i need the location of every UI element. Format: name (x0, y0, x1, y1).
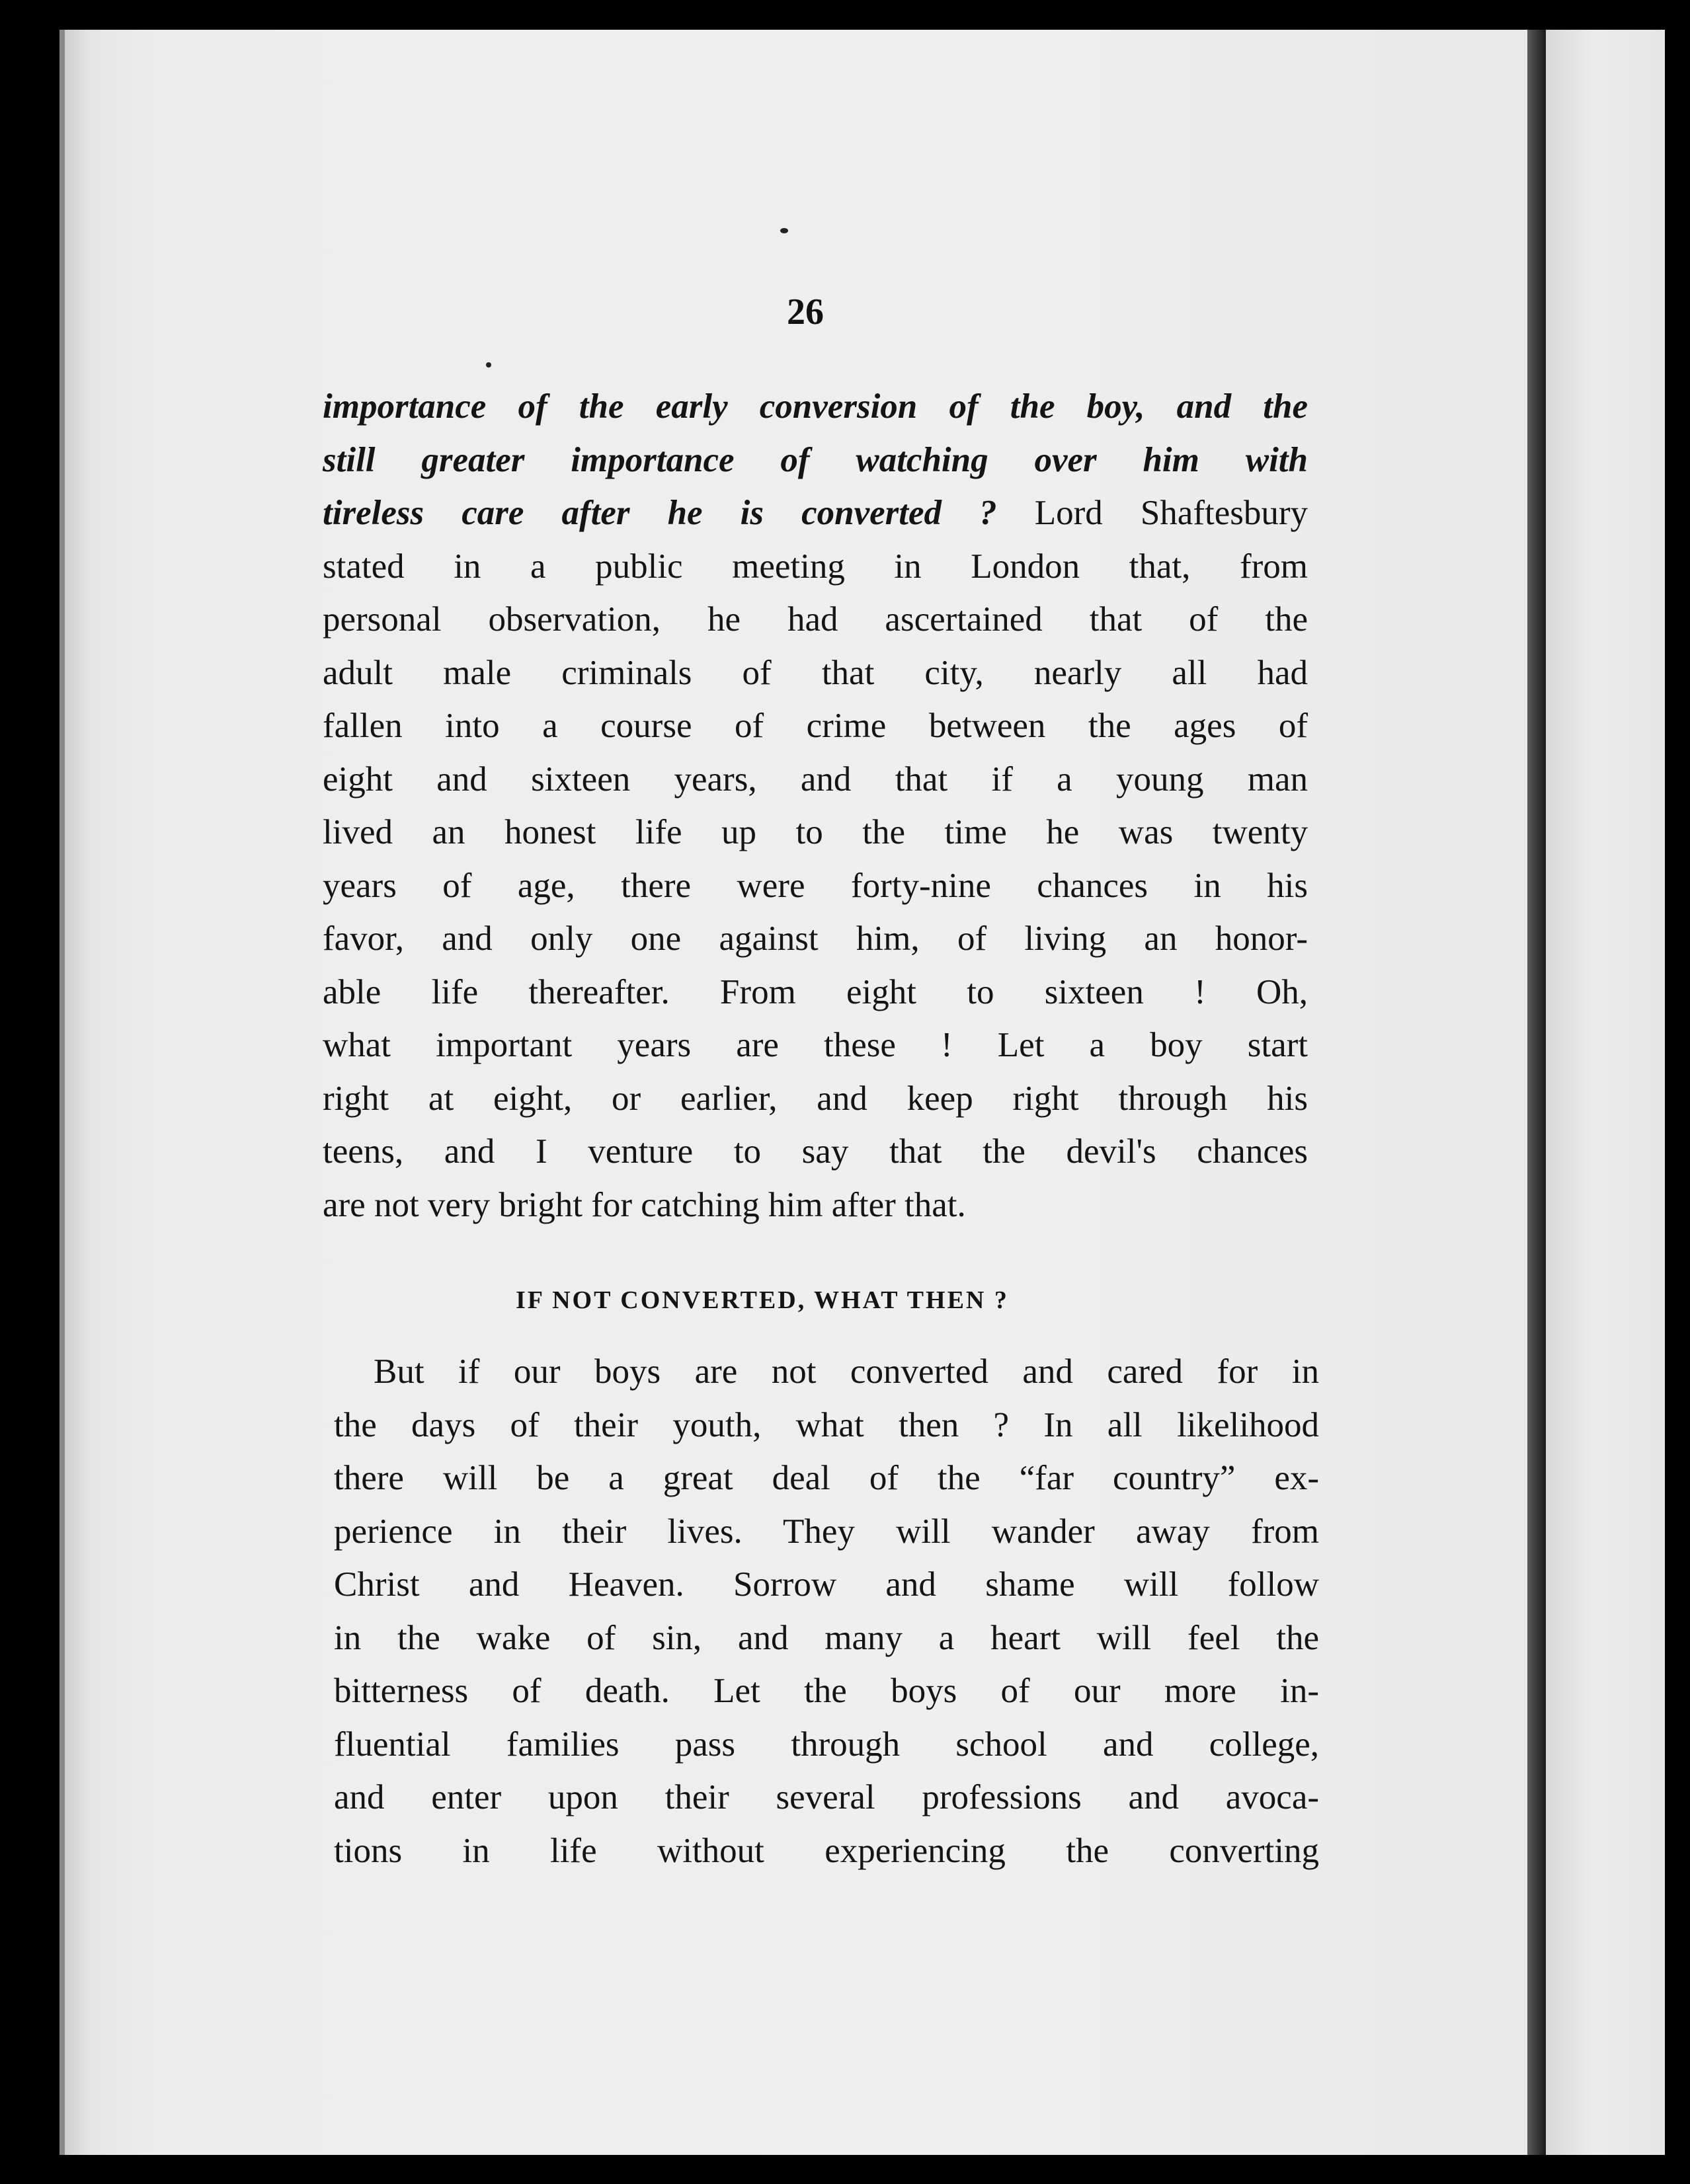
text-line: fluential families pass through school and college, (334, 1725, 1319, 1764)
text-line: bitterness of death. Let the boys of our more in- (334, 1672, 1319, 1710)
section-heading: IF NOT CONVERTED, WHAT THEN ? (516, 1286, 1009, 1314)
text-line: Christ and Heaven. Sorrow and shame will follow (334, 1565, 1319, 1604)
paragraph-2 (334, 1345, 1319, 1877)
text-line (323, 912, 1308, 966)
text-segment: fallen into a course of crime between the ages of (323, 707, 1308, 745)
text-segment: right at eight, or earlier, and keep right through his (323, 1079, 1308, 1118)
text-segment: personal observation, he had ascertained that of the (323, 600, 1308, 639)
text-segment: eight and sixteen years, and that if a young man (323, 760, 1308, 799)
text-line: in the wake of sin, and many a heart will feel the (334, 1618, 1319, 1657)
text-segment: adult male criminals of that city, nearly all had (323, 653, 1308, 692)
text-line (323, 434, 1308, 487)
text-line (323, 1125, 1308, 1179)
text-line (323, 540, 1308, 594)
text-line (323, 1179, 1308, 1232)
text-line: But if our boys are not converted and cared for in (374, 1352, 1319, 1391)
text-segment: teens, and I venture to say that the devil's chances (323, 1132, 1308, 1171)
text-segment: lived an honest life up to the time he was twenty (323, 813, 1308, 851)
text-segment: Lord Shaftesbury (996, 494, 1308, 532)
page-number: 26 (787, 292, 824, 332)
text-line: and enter upon their several professions and avoca- (334, 1778, 1319, 1816)
text-segment: what important years are these ! Let a boy start (323, 1026, 1308, 1064)
italic-segment: still greater importance of watching over him with (323, 440, 1308, 479)
right-page-edge (1546, 30, 1665, 2155)
text-line (323, 1072, 1308, 1126)
text-segment: stated in a public meeting in London that, from (323, 547, 1308, 586)
text-line (323, 806, 1308, 859)
text-line: the days of their youth, what then ? In all likelihood (334, 1405, 1319, 1444)
paragraph-1 (323, 380, 1308, 1231)
text-segment: years of age, there were forty-nine chances in his (323, 866, 1308, 905)
ink-speck (486, 362, 491, 368)
text-line: tions in life without experiencing the converting (334, 1831, 1319, 1870)
scan-border (1665, 30, 1690, 2155)
text-line: there will be a great deal of the “far country” ex- (334, 1459, 1319, 1497)
italic-segment: tireless care after he is converted ? (323, 494, 997, 532)
book-gutter (1527, 30, 1546, 2155)
text-line (323, 487, 1308, 540)
text-line: perience in their lives. They will wander away from (334, 1512, 1319, 1551)
text-line (323, 380, 1308, 434)
text-line (323, 1019, 1308, 1072)
text-line (323, 966, 1308, 1019)
ink-speck (780, 228, 788, 233)
text-line (323, 699, 1308, 753)
text-line (323, 859, 1308, 913)
text-line (323, 593, 1308, 646)
text-line (323, 753, 1308, 806)
text-segment: favor, and only one against him, of living an honor- (323, 919, 1308, 958)
text-line (323, 646, 1308, 700)
text-segment: able life thereafter. From eight to sixteen ! Oh, (323, 972, 1308, 1011)
italic-segment: importance of the early conversion of the boy, and the (323, 387, 1308, 426)
text-segment: are not very bright for catching him after that. (323, 1185, 966, 1224)
